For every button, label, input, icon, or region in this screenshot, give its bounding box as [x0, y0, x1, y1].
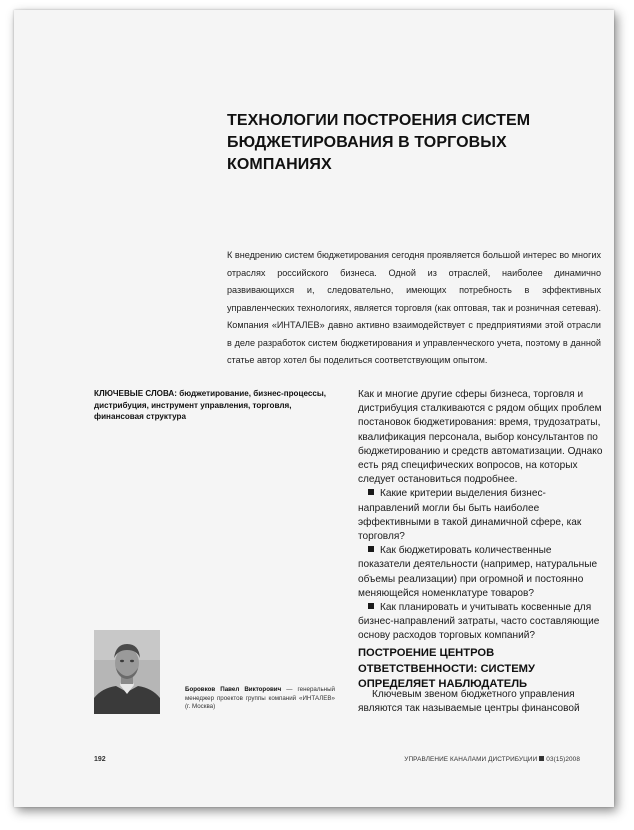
question-text: Как бюджетировать количественные показатели деятельности (например, натуральные объемы реализации) при огромной и постоянно меняющейся номенклатуре товаров?: [358, 545, 598, 599]
title-line-1: ТЕХНОЛОГИИ ПОСТРОЕНИЯ СИСТЕМ: [227, 112, 531, 129]
lead-text: К внедрению систем бюджетирования сегодня проявляется большой интерес во многих отраслях российского бизнеса. Одной из отраслей, наиболее динамично развивающихся и, следовательно, имеющих потребность в эффективных управленческих технологиях, является торговля (как оптовая, так и розничная сетевая). Компания «ИНТАЛЕВ» давно активно взаимодействует с предприятиями этой отрасли в деле разработок систем бюджетирования и управленческого учета, поэтому в данной статье автор хотел бы поделиться соответствующим опытом.: [227, 250, 601, 365]
intro-paragraph: Как и многие другие сферы бизнеса, торговля и дистрибуция сталкиваются с рядом общих проблем постановок бюджетирования: время, трудозатраты, квалификация персонала, выбор консультантов по бюджетированию и средств автоматизации. Однако есть ряд специфических вопросов, на которых следует остановиться подробнее.: [358, 389, 603, 486]
question-item: [358, 487, 604, 544]
section-heading: ПОСТРОЕНИЕ ЦЕНТРОВ ОТВЕТСТВЕННОСТИ: СИСТЕМУ ОПРЕДЕЛЯЕТ НАБЛЮДАТЕЛЬ: [358, 647, 535, 690]
journal-name: УПРАВЛЕНИЕ КАНАЛАМИ ДИСТРИБУЦИИ: [404, 756, 538, 763]
separator-square-icon: [539, 756, 544, 761]
bullet-square-icon: [368, 489, 374, 495]
article-body: [358, 388, 604, 644]
bullet-square-icon: [368, 603, 374, 609]
question-item: [358, 544, 604, 601]
keywords: КЛЮЧЕВЫЕ СЛОВА: бюджетирование, бизнес-процессы, дистрибуция, инструмент управления, торговля, финансовая структура: [94, 389, 327, 421]
question-text: Как планировать и учитывать косвенные для бизнес-направлений затраты, часто составляющие основу расходов торговых компаний?: [358, 602, 600, 642]
section-text: Ключевым звеном бюджетного управления являются так называемые центры финансовой: [358, 689, 580, 715]
magazine-page: [14, 10, 614, 807]
question-item: [358, 601, 604, 644]
journal-footer: [404, 756, 580, 763]
article-title: [227, 110, 607, 176]
journal-issue: 03(15)2008: [546, 756, 580, 763]
author-name: Боровков Павел Викторович: [185, 686, 282, 693]
bullet-square-icon: [368, 546, 374, 552]
section-body: [358, 688, 604, 717]
title-line-2: БЮДЖЕТИРОВАНИЯ В ТОРГОВЫХ КОМПАНИЯХ: [227, 134, 507, 173]
page-number: 192: [94, 756, 106, 763]
author-caption: [185, 686, 335, 712]
question-text: Какие критерии выделения бизнес-направлений могли бы быть наиболее эффективными в такой динамичной сфере, как торговля?: [358, 488, 582, 543]
author-photo: [94, 630, 160, 714]
author-portrait-icon: [94, 630, 160, 714]
author-description: — генеральный менеджер проектов группы компаний «ИНТАЛЕВ» (г. Москва): [185, 686, 335, 711]
lead-paragraph: [227, 247, 601, 370]
